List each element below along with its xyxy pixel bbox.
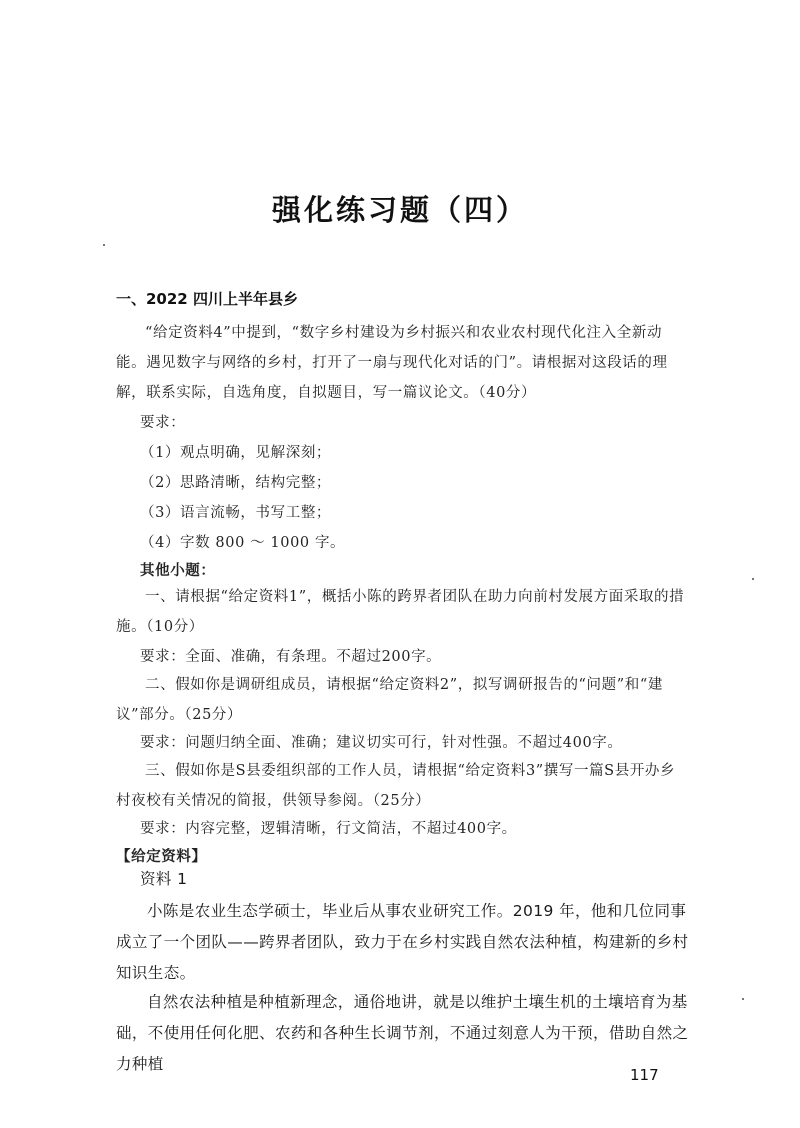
material-paragraph: 自然农法种植是种植新理念，通俗地讲，就是以维护土壤生机的土壤培育为基础，不使用任何化肥、农药和各种生长调节剂，不通过刻意人为干预，借助自然之力种植 [116,993,689,1073]
question-3: 三、假如你是S县委组织部的工作人员，请根据“给定资料3”撰写一篇S县开办乡村夜校有关情况的简报，供领导参阅。（25分） [116,763,676,809]
question-1: 一、请根据“给定资料1”，概括小陈的跨界者团队在助力向前村发展方面采取的措施。（10分） [116,589,685,635]
section-heading: 一、2022 四川上半年县乡 [116,290,298,308]
question-1-requirement: 要求：全面、准确，有条理。不超过200字。 [140,649,442,665]
question-2-requirement: 要求：问题归纳全面、准确；建议切实可行，针对性强。不超过400字。 [140,735,623,751]
page-title: 强化练习题（四） [271,193,528,227]
requirement-item: （4）字数 800 ～ 1000 字。 [140,535,346,551]
essay-prompt: “给定资料4”中提到，“数字乡村建设为乡村振兴和农业农村现代化注入全新动能。遇见数字与网络的乡村，打开了一扇与现代化对话的门”。请根据对这段话的理解，联系实际，自选角度，自拟题目，写一篇议论文。（40分） [116,325,668,401]
question-3-requirement: 要求：内容完整，逻辑清晰，行文简洁，不超过400字。 [140,821,517,837]
scan-speck [742,998,744,1000]
materials-heading: 【给定资料】 [116,849,207,865]
scan-speck [752,578,754,580]
requirements-label: 要求： [140,415,186,431]
material-subheading: 资料 1 [140,870,188,888]
scan-speck [103,244,105,246]
page-number: 117 [630,1066,659,1084]
other-questions-heading: 其他小题： [140,563,216,579]
question-2: 二、假如你是调研组成员，请根据“给定资料2”，拟写调研报告的“问题”和“建议”部分。（25分） [116,677,663,723]
requirement-item: （2）思路清晰，结构完整； [140,475,332,491]
requirement-item: （3）语言流畅，书写工整； [140,505,332,521]
requirement-item: （1）观点明确，见解深刻； [140,445,332,461]
material-paragraph: 小陈是农业生态学硕士，毕业后从事农业研究工作。2019 年，他和几位同事成立了一个团队——跨界者团队，致力于在乡村实践自然农法种植，构建新的乡村知识生态。 [116,902,689,982]
